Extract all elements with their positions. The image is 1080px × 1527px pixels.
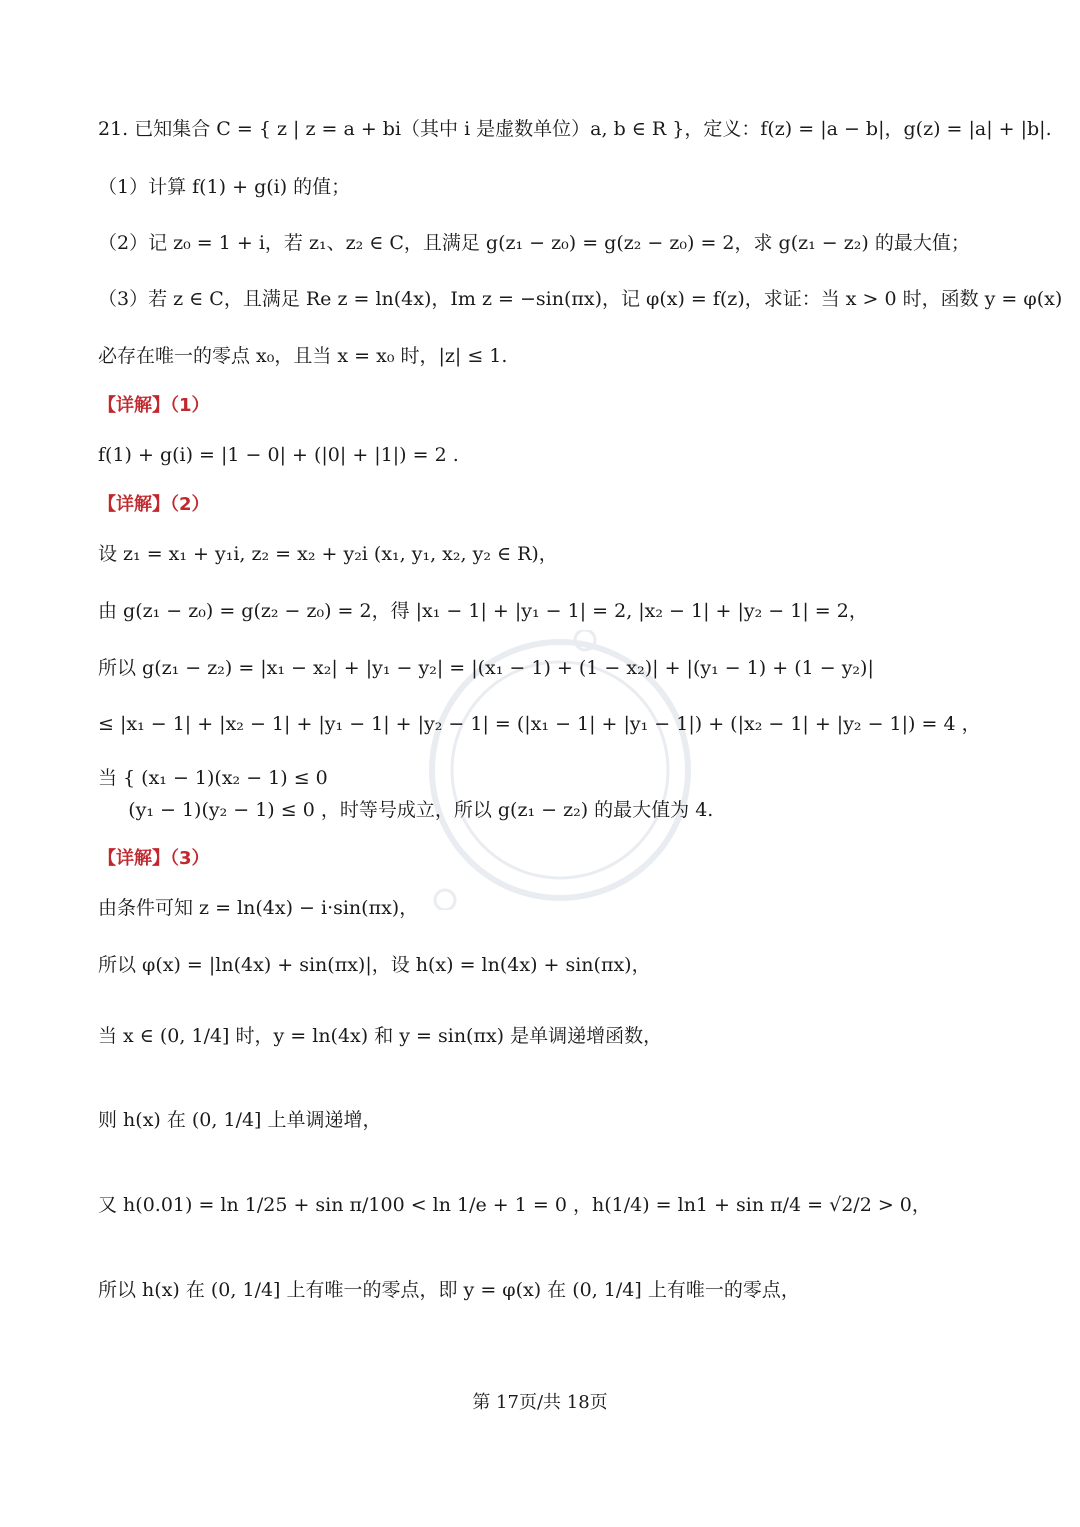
solution2-condition-1: 当 { (x₁ − 1)(x₂ − 1) ≤ 0 (98, 767, 328, 789)
problem-part2: （2）记 z₀ = 1 + i，若 z₁、z₂ ∈ C，且满足 g(z₁ − z₀) = g(z₂ − z₀) = 2，求 g(z₁ − z₂) 的最大值； (98, 232, 970, 254)
solution2-heading: 【详解】（2） (98, 494, 210, 515)
solution2-line2: 由 g(z₁ − z₀) = g(z₂ − z₀) = 2，得 |x₁ − 1| + |y₁ − 1| = 2, |x₂ − 1| + |y₂ − 1| = 2， (98, 600, 868, 622)
solution2-line3: 所以 g(z₁ − z₂) = |x₁ − x₂| + |y₁ − y₂| = |(x₁ − 1) + (1 − x₂)| + |(y₁ − 1) + (1 − y₂)| (98, 657, 874, 679)
problem-part1: （1）计算 f(1) + g(i) 的值； (98, 176, 351, 198)
solution3-line1: 由条件可知 z = ln(4x) − i·sin(πx)， (98, 897, 419, 919)
solution3-line3: 当 x ∈ (0, 1/4] 时，y = ln(4x) 和 y = sin(πx) 是单调递增函数， (98, 1025, 663, 1047)
solution1-heading: 【详解】（1） (98, 395, 210, 416)
solution3-line6: 所以 h(x) 在 (0, 1/4] 上有唯一的零点，即 y = φ(x) 在 (0, 1/4] 上有唯一的零点， (98, 1279, 800, 1301)
solution3-heading: 【详解】（3） (98, 848, 210, 869)
page-number-footer: 第 17页/共 18页 (472, 1392, 608, 1413)
solution3-line4: 则 h(x) 在 (0, 1/4] 上单调递增， (98, 1109, 382, 1131)
solution2-line1: 设 z₁ = x₁ + y₁i, z₂ = x₂ + y₂i (x₁, y₁, x₂, y₂ ∈ R)， (98, 543, 558, 565)
solution2-condition-2: (y₁ − 1)(y₂ − 1) ≤ 0 ，时等号成立，所以 g(z₁ − z₂) 的最大值为 4. (98, 799, 714, 821)
problem-intro: 21. 已知集合 C = { z | z = a + bi（其中 i 是虚数单位）a, b ∈ R }，定义：f(z) = |a − b|，g(z) = |a| + |b|. (98, 118, 1052, 140)
problem-part3-line2: 必存在唯一的零点 x₀，且当 x = x₀ 时，|z| ≤ 1. (98, 345, 508, 367)
problem-part3-line1: （3）若 z ∈ C，且满足 Re z = ln(4x)，Im z = −sin(πx)，记 φ(x) = f(z)，求证：当 x > 0 时，函数 y = φ(x) (98, 288, 1063, 310)
solution3-line5: 又 h(0.01) = ln 1/25 + sin π/100 < ln 1/e + 1 = 0 ，h(1/4) = ln1 + sin π/4 = √2/2 > 0， (98, 1194, 931, 1216)
solution3-line2: 所以 φ(x) = |ln(4x) + sin(πx)|，设 h(x) = ln(4x) + sin(πx)， (98, 954, 651, 976)
solution1-line1: f(1) + g(i) = |1 − 0| + (|0| + |1|) = 2 . (98, 444, 459, 466)
solution2-line4: ≤ |x₁ − 1| + |x₂ − 1| + |y₁ − 1| + |y₂ − 1| = (|x₁ − 1| + |y₁ − 1|) + (|x₂ − 1| + |y₂ − 1|) = 4 ， (98, 713, 981, 735)
